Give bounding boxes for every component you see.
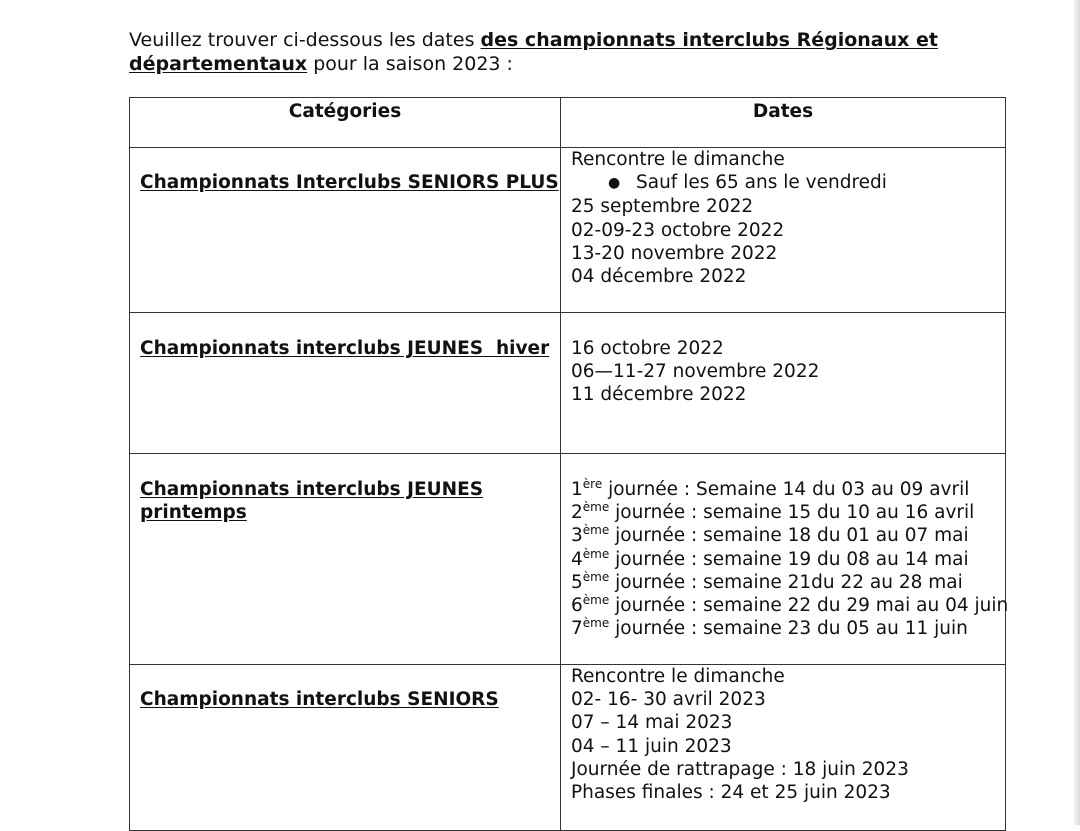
table-header-row xyxy=(130,98,1006,148)
dates-bullet-text: Sauf les 65 ans le vendredi xyxy=(636,172,887,194)
journee-number: 3 xyxy=(571,525,583,547)
intro-text-start: Veuillez trouver ci-dessous les dates xyxy=(129,29,481,51)
journee-number: 5 xyxy=(571,571,583,593)
dates-cell xyxy=(561,454,1009,664)
journee-line xyxy=(571,617,1005,640)
journee-suffix: ème xyxy=(582,500,610,515)
journee-line xyxy=(571,548,1005,571)
dates-line: 25 septembre 2022 xyxy=(571,196,754,218)
category-seniors: Championnats interclubs SENIORS xyxy=(140,689,499,710)
dates-line: 11 décembre 2022 xyxy=(571,384,747,406)
category-jeunes-printemps: Championnats interclubs JEUNES printemps xyxy=(140,479,484,524)
journee-text: journée : semaine 22 du 29 mai au 04 juin xyxy=(609,595,1009,617)
category-cell xyxy=(130,313,561,453)
header-categories: Catégories xyxy=(130,98,561,147)
journee-text: journée : semaine 19 du 08 au 14 mai xyxy=(609,548,969,570)
championships-table xyxy=(129,97,1009,831)
journee-suffix: ère xyxy=(582,476,603,491)
category-jeunes-hiver: Championnats interclubs JEUNES hiver xyxy=(140,338,550,359)
journee-number: 6 xyxy=(571,595,583,617)
journee-text: journée : semaine 23 du 05 au 11 juin xyxy=(609,618,968,640)
dates-line: Rencontre le dimanche xyxy=(571,666,785,687)
journee-number: 1 xyxy=(571,479,583,500)
table-row-seniors-plus xyxy=(130,148,1006,313)
journee-suffix: ème xyxy=(582,546,610,561)
journee-suffix: ème xyxy=(582,569,610,584)
dates-line: 02- 16- 30 avril 2023 xyxy=(571,689,766,711)
dates-line: 02-09-23 octobre 2022 xyxy=(571,219,785,241)
dates-line: 04 – 11 juin 2023 xyxy=(571,735,732,757)
journee-number: 4 xyxy=(571,548,583,570)
dates-line: Journée de rattrapage : 18 juin 2023 xyxy=(571,758,909,780)
dates-cell xyxy=(561,148,1006,312)
journee-line xyxy=(571,524,1005,547)
journee-line xyxy=(571,478,1005,501)
journee-line xyxy=(571,571,1005,594)
category-cell xyxy=(130,148,561,312)
header-dates: Dates xyxy=(561,98,1006,147)
dates-line: 06—11-27 novembre 2022 xyxy=(571,361,820,383)
intro-emphasis-2: départementaux xyxy=(129,53,308,75)
dates-line: Rencontre le dimanche xyxy=(571,149,785,170)
table-row-jeunes-printemps xyxy=(130,454,1009,665)
table-row-jeunes-hiver xyxy=(130,313,1006,454)
journee-number: 7 xyxy=(571,618,583,640)
journee-text: journée : semaine 21du 22 au 28 mai xyxy=(609,571,963,593)
dates-line: 13-20 novembre 2022 xyxy=(571,242,778,264)
intro-text-end: pour la saison 2023 : xyxy=(307,53,513,75)
category-seniors-plus: Championnats Interclubs SENIORS PLUS xyxy=(140,172,559,193)
journee-text: journée : semaine 18 du 01 au 07 mai xyxy=(609,525,969,547)
intro-emphasis-1: des championnats interclubs Régionaux et xyxy=(480,29,938,51)
dates-line: 07 – 14 mai 2023 xyxy=(571,712,733,734)
dates-cell xyxy=(561,665,1006,830)
journee-suffix: ème xyxy=(582,592,610,607)
dates-line: 16 octobre 2022 xyxy=(571,338,724,359)
journee-text: journée : semaine 15 du 10 au 16 avril xyxy=(609,502,975,524)
table-row-seniors xyxy=(130,665,1006,831)
journee-line xyxy=(571,592,1009,617)
dates-line: Phases finales : 24 et 25 juin 2023 xyxy=(571,782,891,804)
journee-text: journée : Semaine 14 du 03 au 09 avril xyxy=(602,479,970,500)
dates-bullet-line xyxy=(571,171,1005,195)
journee-suffix: ème xyxy=(582,523,610,538)
dates-cell xyxy=(561,313,1006,453)
bullet-icon: ● xyxy=(608,175,621,192)
dates-line: 04 décembre 2022 xyxy=(571,266,747,288)
category-cell xyxy=(130,665,561,830)
page-edge-shadow xyxy=(1074,0,1080,825)
journee-number: 2 xyxy=(571,502,583,524)
category-cell xyxy=(130,454,561,664)
journee-line xyxy=(571,501,1005,524)
intro-paragraph xyxy=(129,28,1029,76)
journee-suffix: ème xyxy=(582,616,610,631)
